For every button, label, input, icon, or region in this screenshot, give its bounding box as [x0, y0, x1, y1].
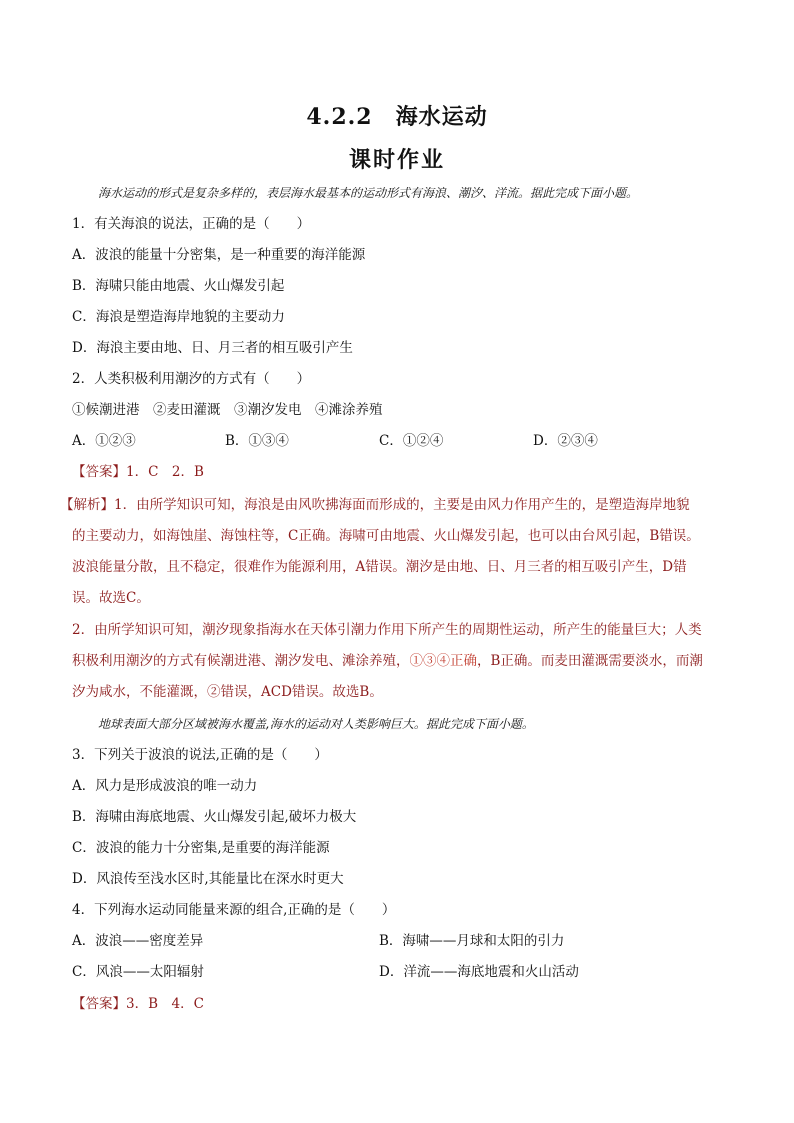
question-4-option-d: D．洋流——海底地震和火山活动: [379, 964, 579, 980]
question-2-option-d: D．②③④: [533, 433, 598, 449]
question-2-option-b: B．①③④: [225, 433, 289, 449]
analysis-line-1: 【解析】1．由所学知识可知，海浪是由风吹拂海面而形成的，主要是由风力作用产生的，是塑造海岸地貌: [60, 497, 690, 513]
page-title: 4.2.2 海水运动: [306, 104, 488, 130]
analysis-line-6: [72, 651, 742, 671]
analysis-line-4: 误。故选C。: [72, 590, 150, 606]
question-3-option-b: B．海啸由海底地震、火山爆发引起,破坏力极大: [72, 809, 357, 825]
question-1-option-d: D．海浪主要由地、日、月三者的相互吸引产生: [72, 340, 353, 356]
answer-1-2: 【答案】1．C 2．B: [72, 464, 204, 480]
question-2-option-c: C．①②④: [379, 433, 444, 449]
intro-text-2: 地球表面大部分区域被海水覆盖,海水的运动对人类影响巨大。据此完成下面小题。: [98, 717, 534, 731]
page-subtitle: 课时作业: [348, 147, 445, 173]
question-4-option-b: B．海啸——月球和太阳的引力: [379, 933, 565, 949]
analysis-line-5: 2．由所学知识可知，潮汐现象指海水在天体引潮力作用下所产生的周期性运动，所产生的能量巨大；人类: [72, 622, 702, 638]
question-2-option-a: A．①②③: [72, 433, 136, 449]
question-2-stem: 2．人类积极利用潮汐的方式有（ ）: [72, 371, 311, 387]
analysis-line-6-part-a: 积极利用潮汐的方式有候潮进港、潮汐发电、滩涂养殖，: [72, 653, 410, 669]
analysis-line-2: 的主要动力，如海蚀崖、海蚀柱等，C正确。海啸可由地震、火山爆发引起，也可以由台风引起，B错误。: [72, 528, 700, 544]
question-1-option-a: A．波浪的能量十分密集，是一种重要的海洋能源: [72, 247, 366, 263]
intro-text-1: 海水运动的形式是复杂多样的，表层海水最基本的运动形式有海浪、潮汐、洋流。据此完成下面小题。: [98, 186, 639, 200]
analysis-line-7: 汐为咸水，不能灌溉，②错误，ACD错误。故选B。: [72, 684, 383, 700]
question-1-option-b: B．海啸只能由地震、火山爆发引起: [72, 278, 285, 294]
question-2-items: ①候潮进港 ②麦田灌溉 ③潮汐发电 ④滩涂养殖: [72, 402, 383, 418]
question-3-stem: 3．下列关于波浪的说法,正确的是（ ）: [72, 747, 328, 763]
question-4-stem: 4．下列海水运动同能量来源的组合,正确的是（ ）: [72, 902, 396, 918]
analysis-line-6-part-c: ，B正确。而麦田灌溉需要淡水，而潮: [477, 653, 703, 669]
question-1-option-c: C．海浪是塑造海岸地貌的主要动力: [72, 309, 285, 325]
question-4-option-a: A．波浪——密度差异: [72, 933, 204, 949]
question-1-stem: 1．有关海浪的说法，正确的是（ ）: [72, 216, 311, 232]
question-3-option-c: C．波浪的能力十分密集,是重要的海洋能源: [72, 840, 330, 856]
question-3-option-d: D．风浪传至浅水区时,其能量比在深水时更大: [72, 871, 344, 887]
answer-3-4: 【答案】3．B 4．C: [72, 996, 204, 1012]
question-3-option-a: A．风力是形成波浪的唯一动力: [72, 778, 258, 794]
question-4-option-c: C．风浪——太阳辐射: [72, 964, 204, 980]
analysis-highlight: ①③④正确: [409, 653, 477, 669]
analysis-line-3: 波浪能量分散，且不稳定，很难作为能源利用，A错误。潮汐是由地、日、月三者的相互吸引产生，D错: [72, 559, 687, 575]
